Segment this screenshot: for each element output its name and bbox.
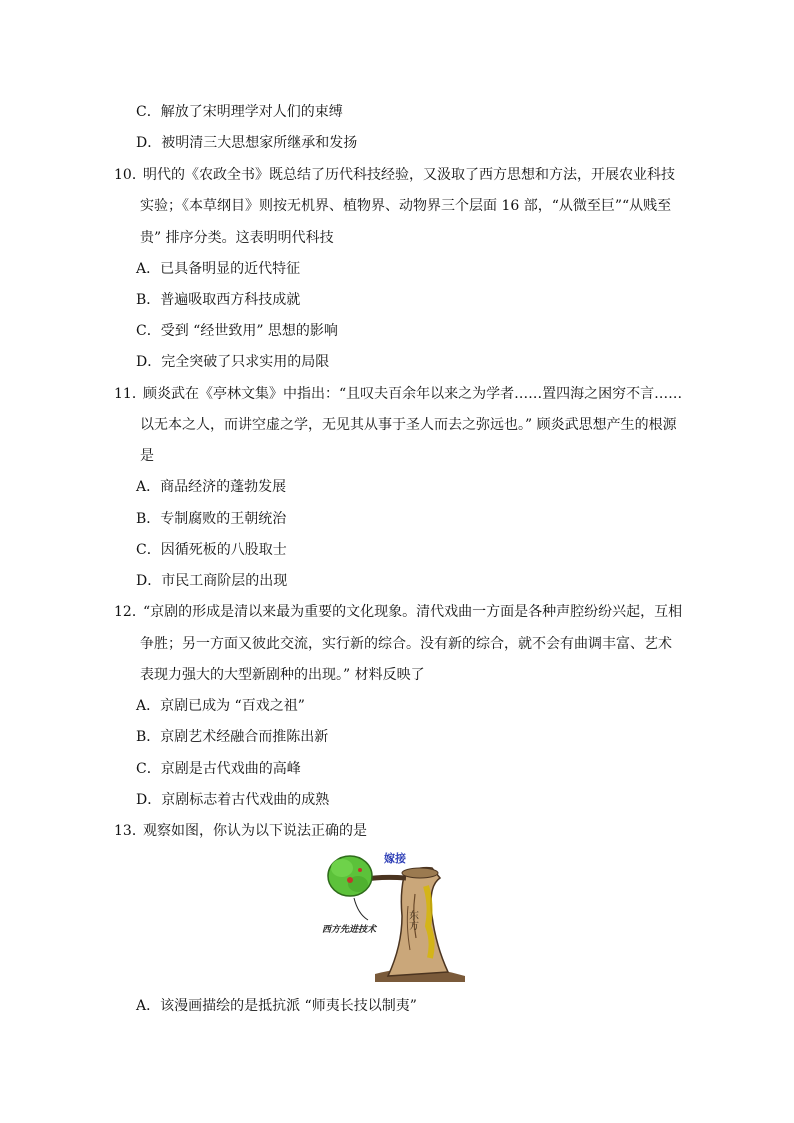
q10-number: 10．: [114, 167, 146, 183]
q12-option-a: A．京剧已成为 “百戏之祖”: [136, 698, 305, 714]
q11-option-d: D．市民工商阶层的出现: [136, 573, 288, 589]
q11-number: 11．: [114, 386, 146, 402]
q12-option-d: D．京剧标志着古代戏曲的成熟: [136, 792, 330, 808]
q10-stem-line-2: 实验；《本草纲目》则按无机界、植物界、动物界三个层面 16 部，“从微至巨”“从贱至: [140, 198, 672, 214]
q11-option-c: C．因循死板的八股取士: [136, 542, 287, 558]
q13-stem-line-1: 观察如图，你认为以下说法正确的是: [143, 823, 367, 839]
q10-stem-line-1: 明代的《农政全书》既总结了历代科技经验，又汲取了西方思想和方法，开展农业科技: [143, 167, 675, 183]
q12-option-b: B．京剧艺术经融合而推陈出新: [136, 729, 329, 745]
q10-option-d: D．完全突破了只求实用的局限: [136, 354, 330, 370]
q11-stem-line-2: 以无本之人，而讲空虚之学，无见其从事于圣人而去之弥远也。” 顾炎武思想产生的根源: [140, 417, 677, 433]
q10-option-b: B．普遍吸取西方科技成就: [136, 292, 301, 308]
q11-option-b: B．专制腐败的王朝统治: [136, 511, 287, 527]
q12-option-c: C．京剧是古代戏曲的高峰: [136, 761, 301, 777]
green-foliage: [328, 856, 372, 896]
q9-option-c: C．解放了宋明理学对人们的束缚: [136, 104, 343, 120]
q11-stem-line-3: 是: [140, 448, 154, 464]
q12-stem-line-1: “京剧的形成是清以来最为重要的文化现象。清代戏曲一方面是各种声腔纷纷兴起，互相: [143, 604, 683, 620]
tree-trunk: [388, 868, 448, 976]
q10-option-c: C．受到 “经世致用” 思想的影响: [136, 323, 338, 339]
figure-label-graft: 嫁接: [384, 852, 406, 865]
q12-stem-line-2: 争胜；另一方面又彼此交流，实行新的综合。没有新的综合，就不会有曲调丰富、艺术: [140, 636, 672, 652]
q12-number: 12．: [114, 604, 146, 620]
q10-option-a: A．已具备明显的近代特征: [136, 261, 301, 277]
grafting-cartoon: [320, 846, 466, 982]
figure-trunk-text: 东方: [406, 910, 418, 930]
q11-option-a: A．商品经济的蓬勃发展: [136, 479, 287, 495]
q13-number: 13．: [114, 823, 146, 839]
figure-label-tech: 西方先进技术: [322, 925, 377, 935]
q9-option-d: D．被明清三大思想家所继承和发扬: [136, 135, 358, 151]
q13-option-a: A．该漫画描绘的是抵抗派 “师夷长技以制夷”: [136, 998, 417, 1014]
q11-stem-line-1: 顾炎武在《亭林文集》中指出：“且叹夫百余年以来之为学者……置四海之困穷不言……: [143, 386, 683, 402]
q10-stem-line-3: 贵” 排序分类。这表明明代科技: [140, 230, 334, 246]
q12-stem-line-3: 表现力强大的大型新剧种的出现。” 材料反映了: [140, 667, 425, 683]
